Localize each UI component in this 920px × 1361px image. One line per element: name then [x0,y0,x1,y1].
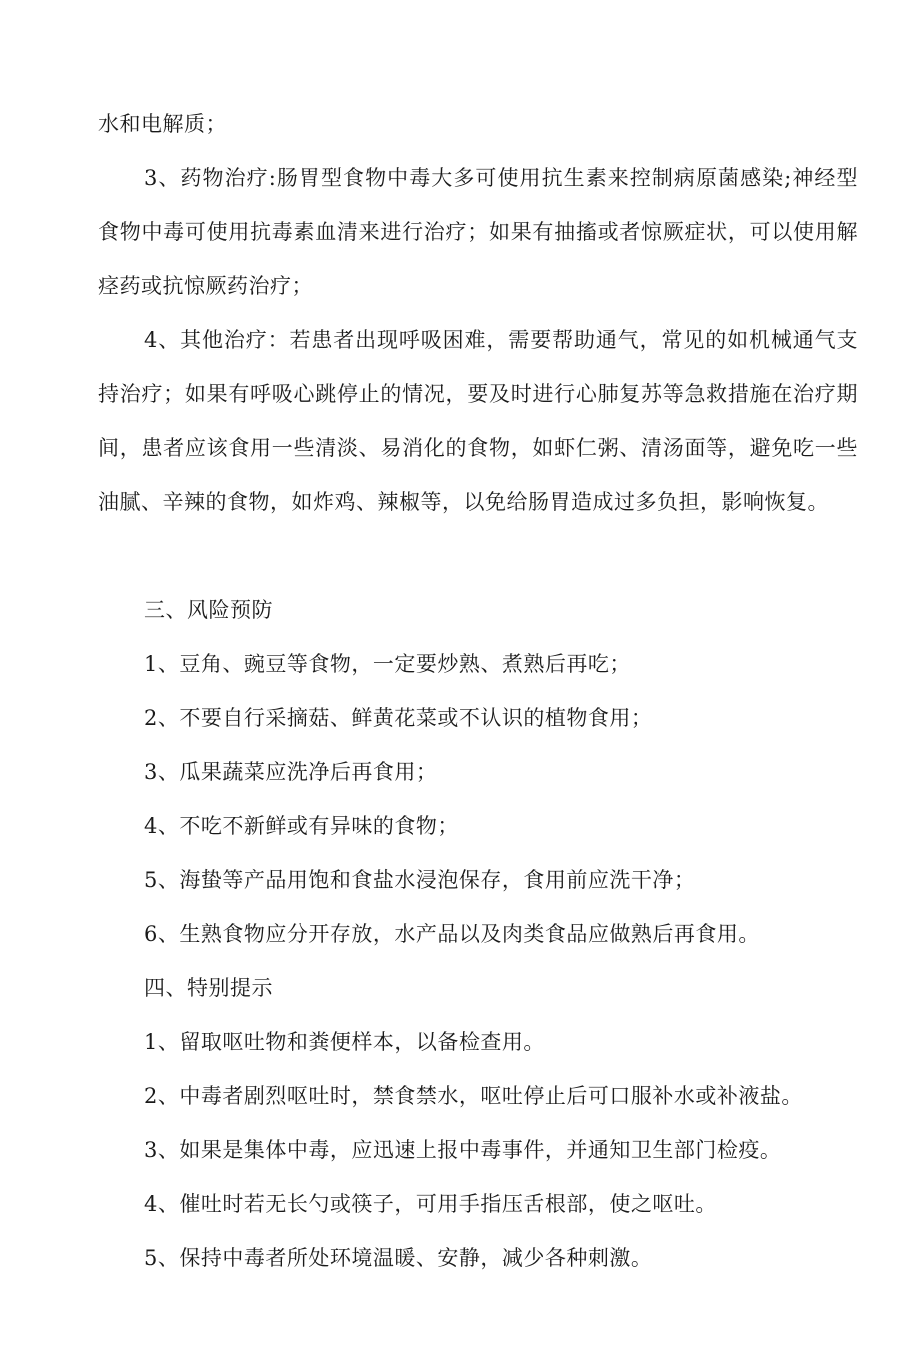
section-title-special-tips: 四、特别提示 [144,976,273,1000]
list-item: 5、保持中毒者所处环境温暖、安静，减少各种刺激。 [144,1246,653,1270]
list-item: 2、不要自行采摘菇、鲜黄花菜或不认识的植物食用； [144,706,653,730]
list-item: 1、豆角、豌豆等食物，一定要炒熟、煮熟后再吃； [144,652,631,676]
list-item: 4、催吐时若无长勺或筷子，可用手指压舌根部，使之呕吐。 [144,1192,717,1216]
list-item: 4、不吃不新鲜或有异味的食物； [144,814,459,838]
list-item: 1、留取呕吐物和粪便样本，以备检查用。 [144,1030,545,1054]
list-item: 3、如果是集体中毒，应迅速上报中毒事件，并通知卫生部门检疫。 [144,1138,782,1162]
list-item: 5、海蛰等产品用饱和食盐水浸泡保存，食用前应洗干净； [144,868,696,892]
paragraph-other-treatment: 4、其他治疗：若患者出现呼吸困难，需要帮助通气，常见的如机械通气支持治疗；如果有呼吸心跳停止的情况，要及时进行心肺复苏等急救措施在治疗期间，患者应该食用一些清淡、易消化的食物，如虾仁粥、清汤面等，避免吃一些油腻、辛辣的食物，如炸鸡、辣椒等，以免给肠胃造成过多负担，影响恢复。 [98,328,858,514]
section-title-risk-prevention: 三、风险预防 [144,598,273,622]
paragraph-drug-treatment: 3、药物治疗:肠胃型食物中毒大多可使用抗生素来控制病原菌感染;神经型食物中毒可使用抗毒素血清来进行治疗；如果有抽搐或者惊厥症状，可以使用解痉药或抗惊厥药治疗； [98,166,858,298]
list-item: 3、瓜果蔬菜应洗净后再食用； [144,760,438,784]
list-item: 2、中毒者剧烈呕吐时，禁食禁水，呕吐停止后可口服补水或补液盐。 [144,1084,803,1108]
paragraph-continuation: 水和电解质； [98,112,227,136]
list-item: 6、生熟食物应分开存放，水产品以及肉类食品应做熟后再食用。 [144,922,760,946]
